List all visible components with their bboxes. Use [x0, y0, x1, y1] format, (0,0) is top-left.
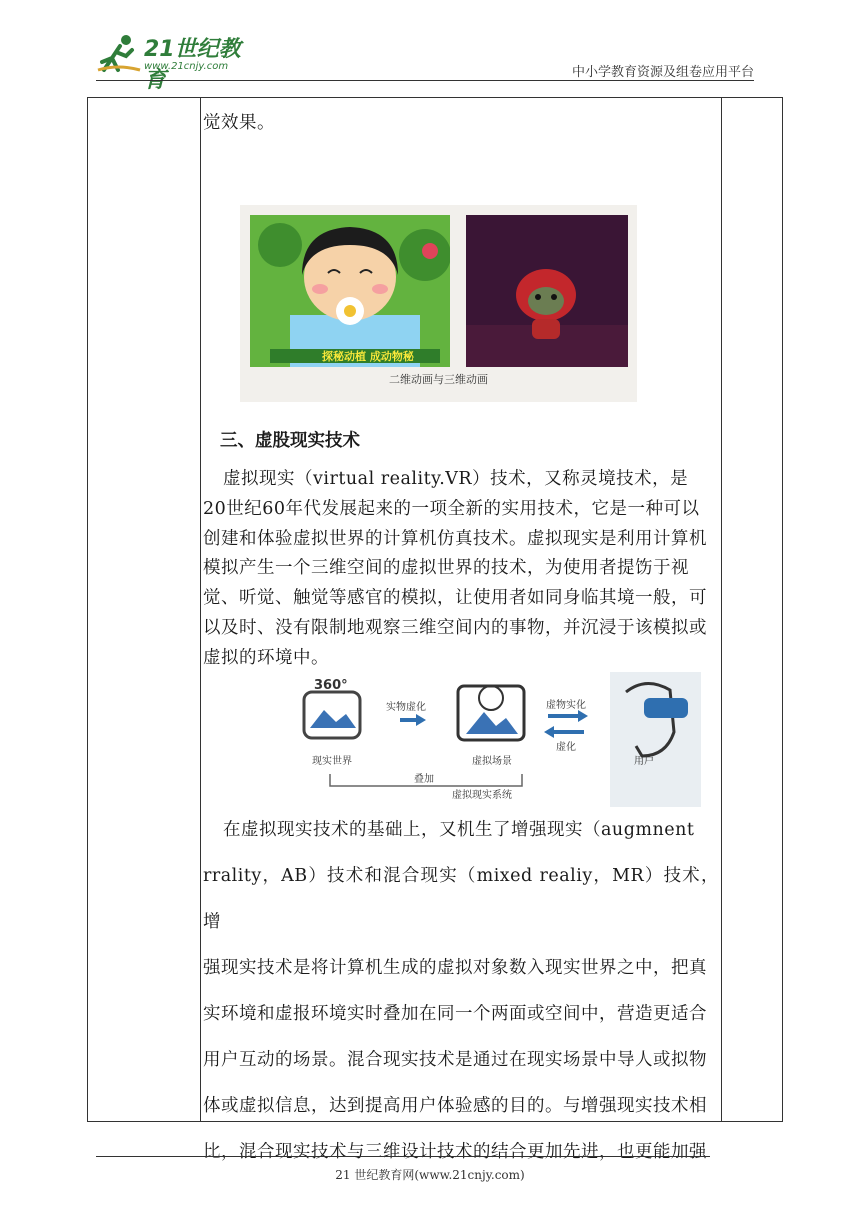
section-heading: 三、虚股现实技术: [220, 431, 360, 451]
para1-line: 模拟产生一个三维空间的虚拟世界的技术，为使用者提饬于视: [203, 558, 689, 579]
para1-line: 虚拟的环境中。: [203, 647, 329, 668]
label-digitize: 实物虚化: [386, 702, 426, 713]
para2-line: 在虚拟现实技术的基础上，又机生了增强现实（augmnent: [223, 820, 695, 840]
platform-name: 中小学教育资源及组卷应用平台: [571, 65, 754, 80]
logo-text: 21世纪教育: [144, 37, 241, 93]
site-logo: [96, 34, 261, 93]
table-column-divider-left: [200, 97, 201, 1122]
label-vr-system: 虚拟现实系统: [452, 790, 512, 801]
logo-url: www.21cnjy.com: [144, 61, 229, 72]
label-user: 用户: [634, 756, 654, 767]
continued-line: 觉效果。: [203, 113, 275, 133]
para1-line: 以及时、没有限制地观察三维空间内的事物，并沉浸于该模拟或: [203, 617, 707, 638]
figure1-caption: 二维动画与三维动画: [389, 373, 488, 386]
footer-divider: [96, 1156, 710, 1157]
figure-3d-image: [466, 215, 628, 367]
para1-line: 觉、听觉、触觉等感官的模拟，让使用者如同身临其境一般，可: [203, 588, 707, 609]
label-360: 360°: [314, 678, 348, 693]
para1-line: 20世纪60年代发展起来的一项全新的实用技术，它是一种可以: [203, 498, 700, 519]
para2-line: 比，混合现实技术与三维设计技术的结合更加先进，也更能加强: [203, 1142, 707, 1162]
para2-line: 用户互动的场景。混合现实技术是通过在现实场景中导人或拟物: [203, 1050, 707, 1070]
para2-line: 体或虚拟信息，达到提高用户体验感的目的。与增强现实技术相: [203, 1096, 707, 1116]
label-overlay: 叠加: [414, 774, 434, 785]
footer-text: 21 世纪教育网(www.21cnjy.com): [335, 1168, 525, 1182]
label-virtualize: 虚化: [556, 742, 576, 753]
para1-line: 创建和体验虚拟世界的计算机仿真技术。虚拟现实是利用计算机: [203, 528, 707, 549]
cartoon-2d-image: [250, 215, 450, 367]
vr-paragraph: [203, 465, 719, 674]
para1-line: 虚拟现实（virtual reality.VR）技术，又称灵境技术，是: [223, 469, 689, 489]
label-real-world: 现实世界: [312, 756, 352, 767]
label-virtual-to-real: 虚物实化: [546, 700, 586, 711]
para2-line: 实环境和虚报环境实时叠加在同一个两面或空间中，营造更适合: [203, 1004, 707, 1024]
para2-line: 强现实技术是将计算机生成的虚拟对象数入现实世界之中，把真: [203, 958, 707, 978]
cartoon-overlay-text: 探秘动植 成动物秘: [322, 350, 414, 363]
header-divider: [96, 80, 754, 81]
vr-system-diagram: [290, 672, 701, 807]
para2-line: rrality，AB）技术和混合现实（mixed realiy，MR）技术，增: [203, 866, 719, 932]
figure-2d-3d-animation: [240, 205, 637, 402]
label-virtual-scene: 虚拟场景: [472, 756, 512, 767]
table-column-divider-right: [721, 97, 722, 1122]
ar-mr-paragraph: [203, 807, 719, 1175]
running-figure-icon: [96, 34, 142, 74]
